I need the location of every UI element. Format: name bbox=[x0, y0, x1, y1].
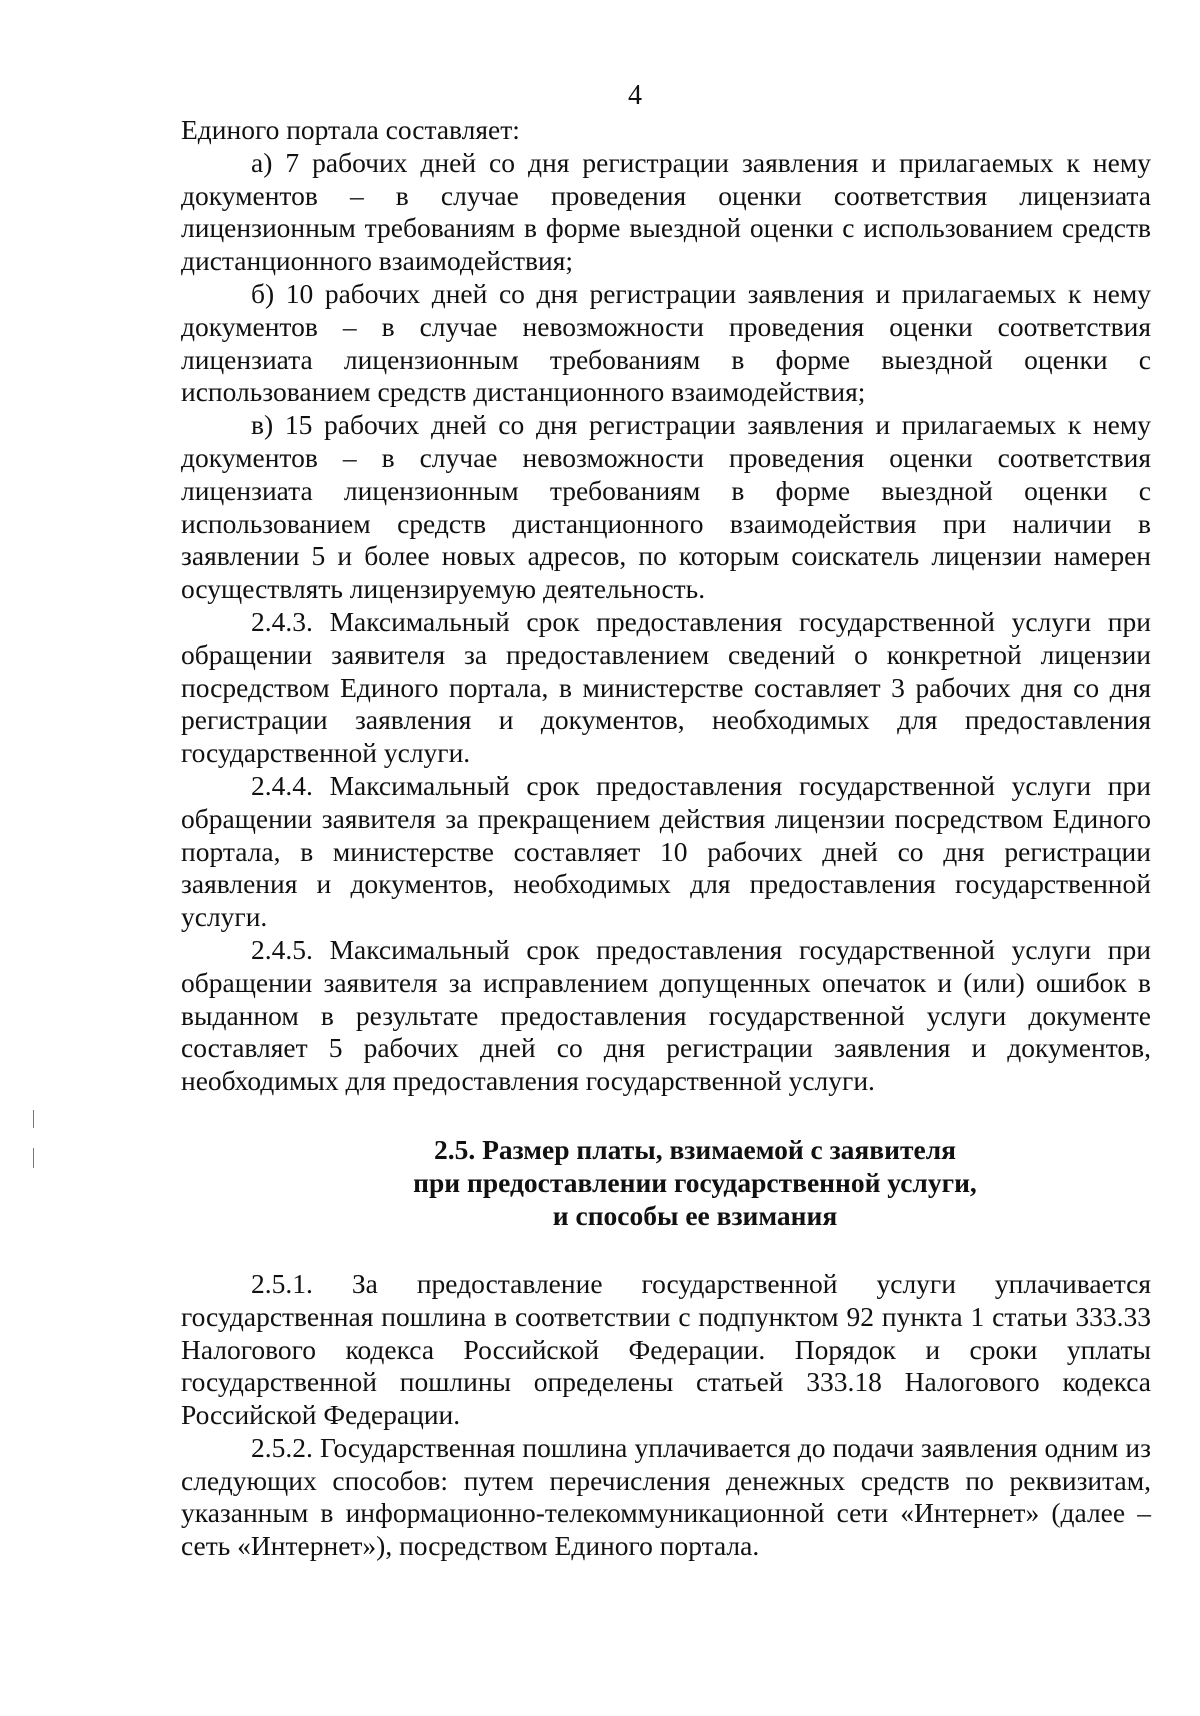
section-heading bbox=[181, 1133, 1151, 1232]
paragraph-2-5-2: 2.5.2. Государственная пошлина уплачивается до подачи заявления одним из следующих способов: путем перечисления денежных средств по реквизитам, указанным в информационно-телекоммуникационной сети «Интернет» (далее – сеть «Интернет»), посредством Единого портала. bbox=[181, 1431, 1151, 1562]
scan-margin-mark bbox=[33, 1110, 34, 1128]
paragraph-2-4-5: 2.4.5. Максимальный срок предоставления государственной услуги при обращении заявителя за исправлением допущенных опечаток и (или) ошибок в выданном в результате предоставления государственной услуги документе составляет 5 рабочих дней со дня регистрации заявления и документов, необходимых для предоставления государственной услуги. bbox=[181, 933, 1151, 1097]
paragraph-2-4-4: 2.4.4. Максимальный срок предоставления государственной услуги при обращении заявителя за прекращением действия лицензии посредством Единого портала, в министерстве составляет 10 рабочих дней со дня регистрации заявления и документов, необходимых для предоставления государственной услуги. bbox=[181, 769, 1151, 933]
scan-margin-mark bbox=[33, 1148, 34, 1168]
paragraph-2-4-3: 2.4.3. Максимальный срок предоставления государственной услуги при обращении заявителя за предоставлением сведений о конкретной лицензии посредством Единого портала, в министерстве составляет 3 рабочих дня со дня регистрации заявления и документов, необходимых для предоставления государственной услуги. bbox=[181, 605, 1151, 769]
page-number: 4 bbox=[628, 80, 642, 111]
list-item-c: в) 15 рабочих дней со дня регистрации заявления и прилагаемых к нему документов – в случае невозможности проведения оценки соответствия лицензиата лицензионным требованиям в форме выездной оценки с использованием средств дистанционного взаимодействия при наличии в заявлении 5 и более новых адресов, по которым соискатель лицензии намерен осуществлять лицензируемую деятельность. bbox=[181, 409, 1151, 605]
paragraph-2-5-1: 2.5.1. За предоставление государственной услуги уплачивается государственная пошлина в соответствии с подпунктом 92 пункта 1 статьи 333.33 Налогового кодекса Российской Федерации. Порядок и сроки уплаты государственной пошлины определены статьей 333.18 Налогового кодекса Российской Федерации. bbox=[181, 1267, 1151, 1431]
document-body bbox=[181, 114, 1151, 1563]
section-heading-line: 2.5. Размер платы, взимаемой с заявителя bbox=[433, 1133, 957, 1165]
section-heading-line: и способы ее взимания bbox=[552, 1199, 838, 1231]
section-heading-line: при предоставлении государственной услуги, bbox=[413, 1166, 977, 1198]
list-item-b: б) 10 рабочих дней со дня регистрации заявления и прилагаемых к нему документов – в случае невозможности проведения оценки соответствия лицензиата лицензионным требованиям в форме выездной оценки с использованием средств дистанционного взаимодействия; bbox=[181, 277, 1151, 408]
paragraph: Единого портала составляет: bbox=[181, 114, 520, 145]
list-item-a: а) 7 рабочих дней со дня регистрации заявления и прилагаемых к нему документов – в случае проведения оценки соответствия лицензиата лицензионным требованиям в форме выездной оценки с использованием средств дистанционного взаимодействия; bbox=[181, 146, 1151, 277]
